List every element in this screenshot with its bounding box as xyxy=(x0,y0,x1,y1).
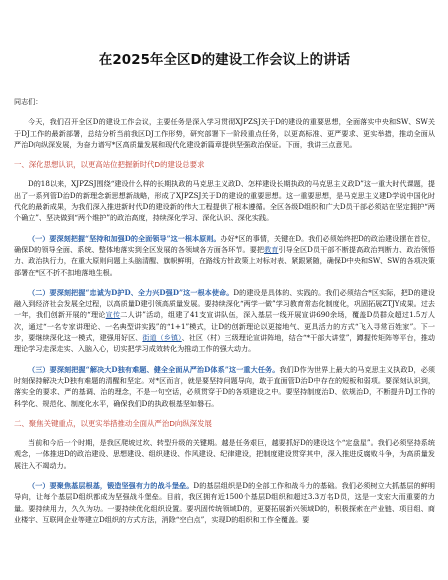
paragraph-text: D的基层组织是D的全部工作和战斗力的基础。我们必须树立大抓基层的鲜明导向，让每个基层D组织都成为坚强战斗堡垒。目前，我区拥有近1500个基层D组织和超过3.3万名D员，这是一支宏大而重要的力量。要持续用力，久久为功。一要持续优化组织设置。要巩固传统领域D的，更要拓展新兴领域D的，积极探索在产业链、项目组、商业楼宇、互联网企业等建立D组织的方式方法，消除“空白点”，实现D的组织和工作全覆盖。要 xyxy=(14,481,436,524)
paragraph-text: 办好*区的事情，关键在D。我们必须始终把D的政治建设摆在首位，确保D的领导全面、系统、整体地落实到全区发展的各领域各方面各环节。要把 xyxy=(14,233,436,254)
section-1-paragraph-3 xyxy=(14,287,435,355)
paragraph-text: 引导全区D员干部不断提高政治判断力、政治领悟力、政治执行力，在重大原则问题上头脑清醒、旗帜鲜明，在路线方针政策上对标对表、紧跟紧随，确保D中央和SW、SW的各项决策部署在*区不折不扣地落地生根。 xyxy=(14,244,436,277)
street-town-link[interactable]: 街道（乡镇） xyxy=(142,333,182,343)
paragraph-text: 我们D作为世界上最大的马克思主义执政D，必须时刻保持解决大D独有难题的清醒和坚定。对*区而言，就是要坚持问题导向，敢于直面管D治D中存在的短板和弱项。要深刻认识到，落实全的要求、严的基调、治的理念，不是一句空话，必须贯穿于D的各项建设之中。要坚持制度治D、依规治D，不断提升DJ工作的科学化、规范化、制度化水平，确保我们D的执政根基坚如磐石。 xyxy=(14,364,436,408)
education-link[interactable]: 教育 xyxy=(264,244,279,254)
salutation: 同志们： xyxy=(14,97,43,106)
intro-paragraph: 今天，我们召开全区D的建设工作会议，主要任务是深入学习贯彻XJPZSJ关于D的建设的重要思想，全面落实中央和SW、SW关于DJ工作的最新部署，总结分析当前我区DJ工作形势，研究部署下一阶段重点任务，以更高标准、更严要求、更实举措，推动全面从严治D向纵深发展，为奋力谱写*区高质量发展和现代化建设新篇章提供坚强政治保证。下面，我讲三点意见。 xyxy=(14,117,435,149)
subheading-2-1: （一）要聚焦基层根基，锻造坚强有力的战斗堡垒。 xyxy=(28,481,194,491)
section-1-paragraph-4 xyxy=(14,364,435,409)
paragraph-text: 二人讲”活动，组建了41支宣讲队伍，深入基层一线开展宣讲690余场，覆盖D员群众超过1.5万人次，通过“一名专家讲理论、一名典型讲实践”的“1+1”模式，让D的创新理论以更接地气、更具活力的方式“飞入寻常百姓家”。下一步，要继续深化这一模式，建强用好区、 xyxy=(14,310,435,343)
section-2-heading: 二、聚焦关键重点，以更实举措推动全面从严治D向纵深发展 xyxy=(14,418,212,428)
paragraph-text: D的建设是具体的、实践的。我们必须结合*区实际，把D的建设融入到经济社会发展全过程，以高质量D建引领高质量发展。要持续深化“两学一做”学习教育常态化制度化，巩固拓展ZTJY成果。过去一年，我们创新开展的“理论 xyxy=(14,287,436,320)
section-1-paragraph-2 xyxy=(14,233,435,278)
section-1-paragraph-1: D的18以来，XJPZSJ围绕“建设什么样的长期执政的马克思主义政D、怎样建设长期执政的马克思主义政D”这一重大时代课题，提出了一系列管D治D的新理念新思想新战略，形成了XJPZSJ关于D的建设的重要思想。这一重要思想，是马克思主义建D学说中国化时代化的最新成果，为我们深入推进新时代D的建设新的伟大工程提供了根本遵循。全区各级D组织和广大D员干部必须站在坚定拥护“两个确立”、坚决做到“两个维护”的政治高度，持续深化学习、深化认识、深化实践。 xyxy=(14,179,435,223)
publicity-link[interactable]: 宣传 xyxy=(105,310,121,320)
section-2-paragraph-1: 当前和今后一个时期，是我区爬坡过坎、转型升级的关键期。越是任务艰巨，越要抓好D的建设这个“定盘星”。我们必须坚持系统观念，一体推进D的政治建设、思想建设、组织建设、作风建设、纪律建设，把制度建设贯穿其中，深入推进反腐败斗争，为高质量发展注入不竭动力。 xyxy=(14,438,435,470)
subheading-1-1: （一）要深刻把握“坚持和加强D的全面领导”这一根本原则。 xyxy=(28,233,221,243)
paragraph-text: 、社区（村）三级理论宣讲阵地，结合“*干部大讲堂”，蹲握传矩阵等平台，推动理论学习走深走实、入脑入心，切实把学习成效转化为推动工作的强大动力。 xyxy=(14,333,435,354)
subheading-1-3: （三）要深刻把握“解决大D独有难题、健全全面从严治D体系”这一重大任务。 xyxy=(28,364,280,374)
document-title: 在2025年全区D的建设工作会议上的讲话 xyxy=(98,53,351,68)
subheading-1-2: （二）要深刻把握“忠诚为D护D、全力兴D强D”这一根本使命。 xyxy=(28,287,234,297)
section-2-paragraph-2 xyxy=(14,480,436,524)
section-1-heading: 一、深化思想认识，以更高站位把握新时代D的建设总要求 xyxy=(14,160,205,170)
